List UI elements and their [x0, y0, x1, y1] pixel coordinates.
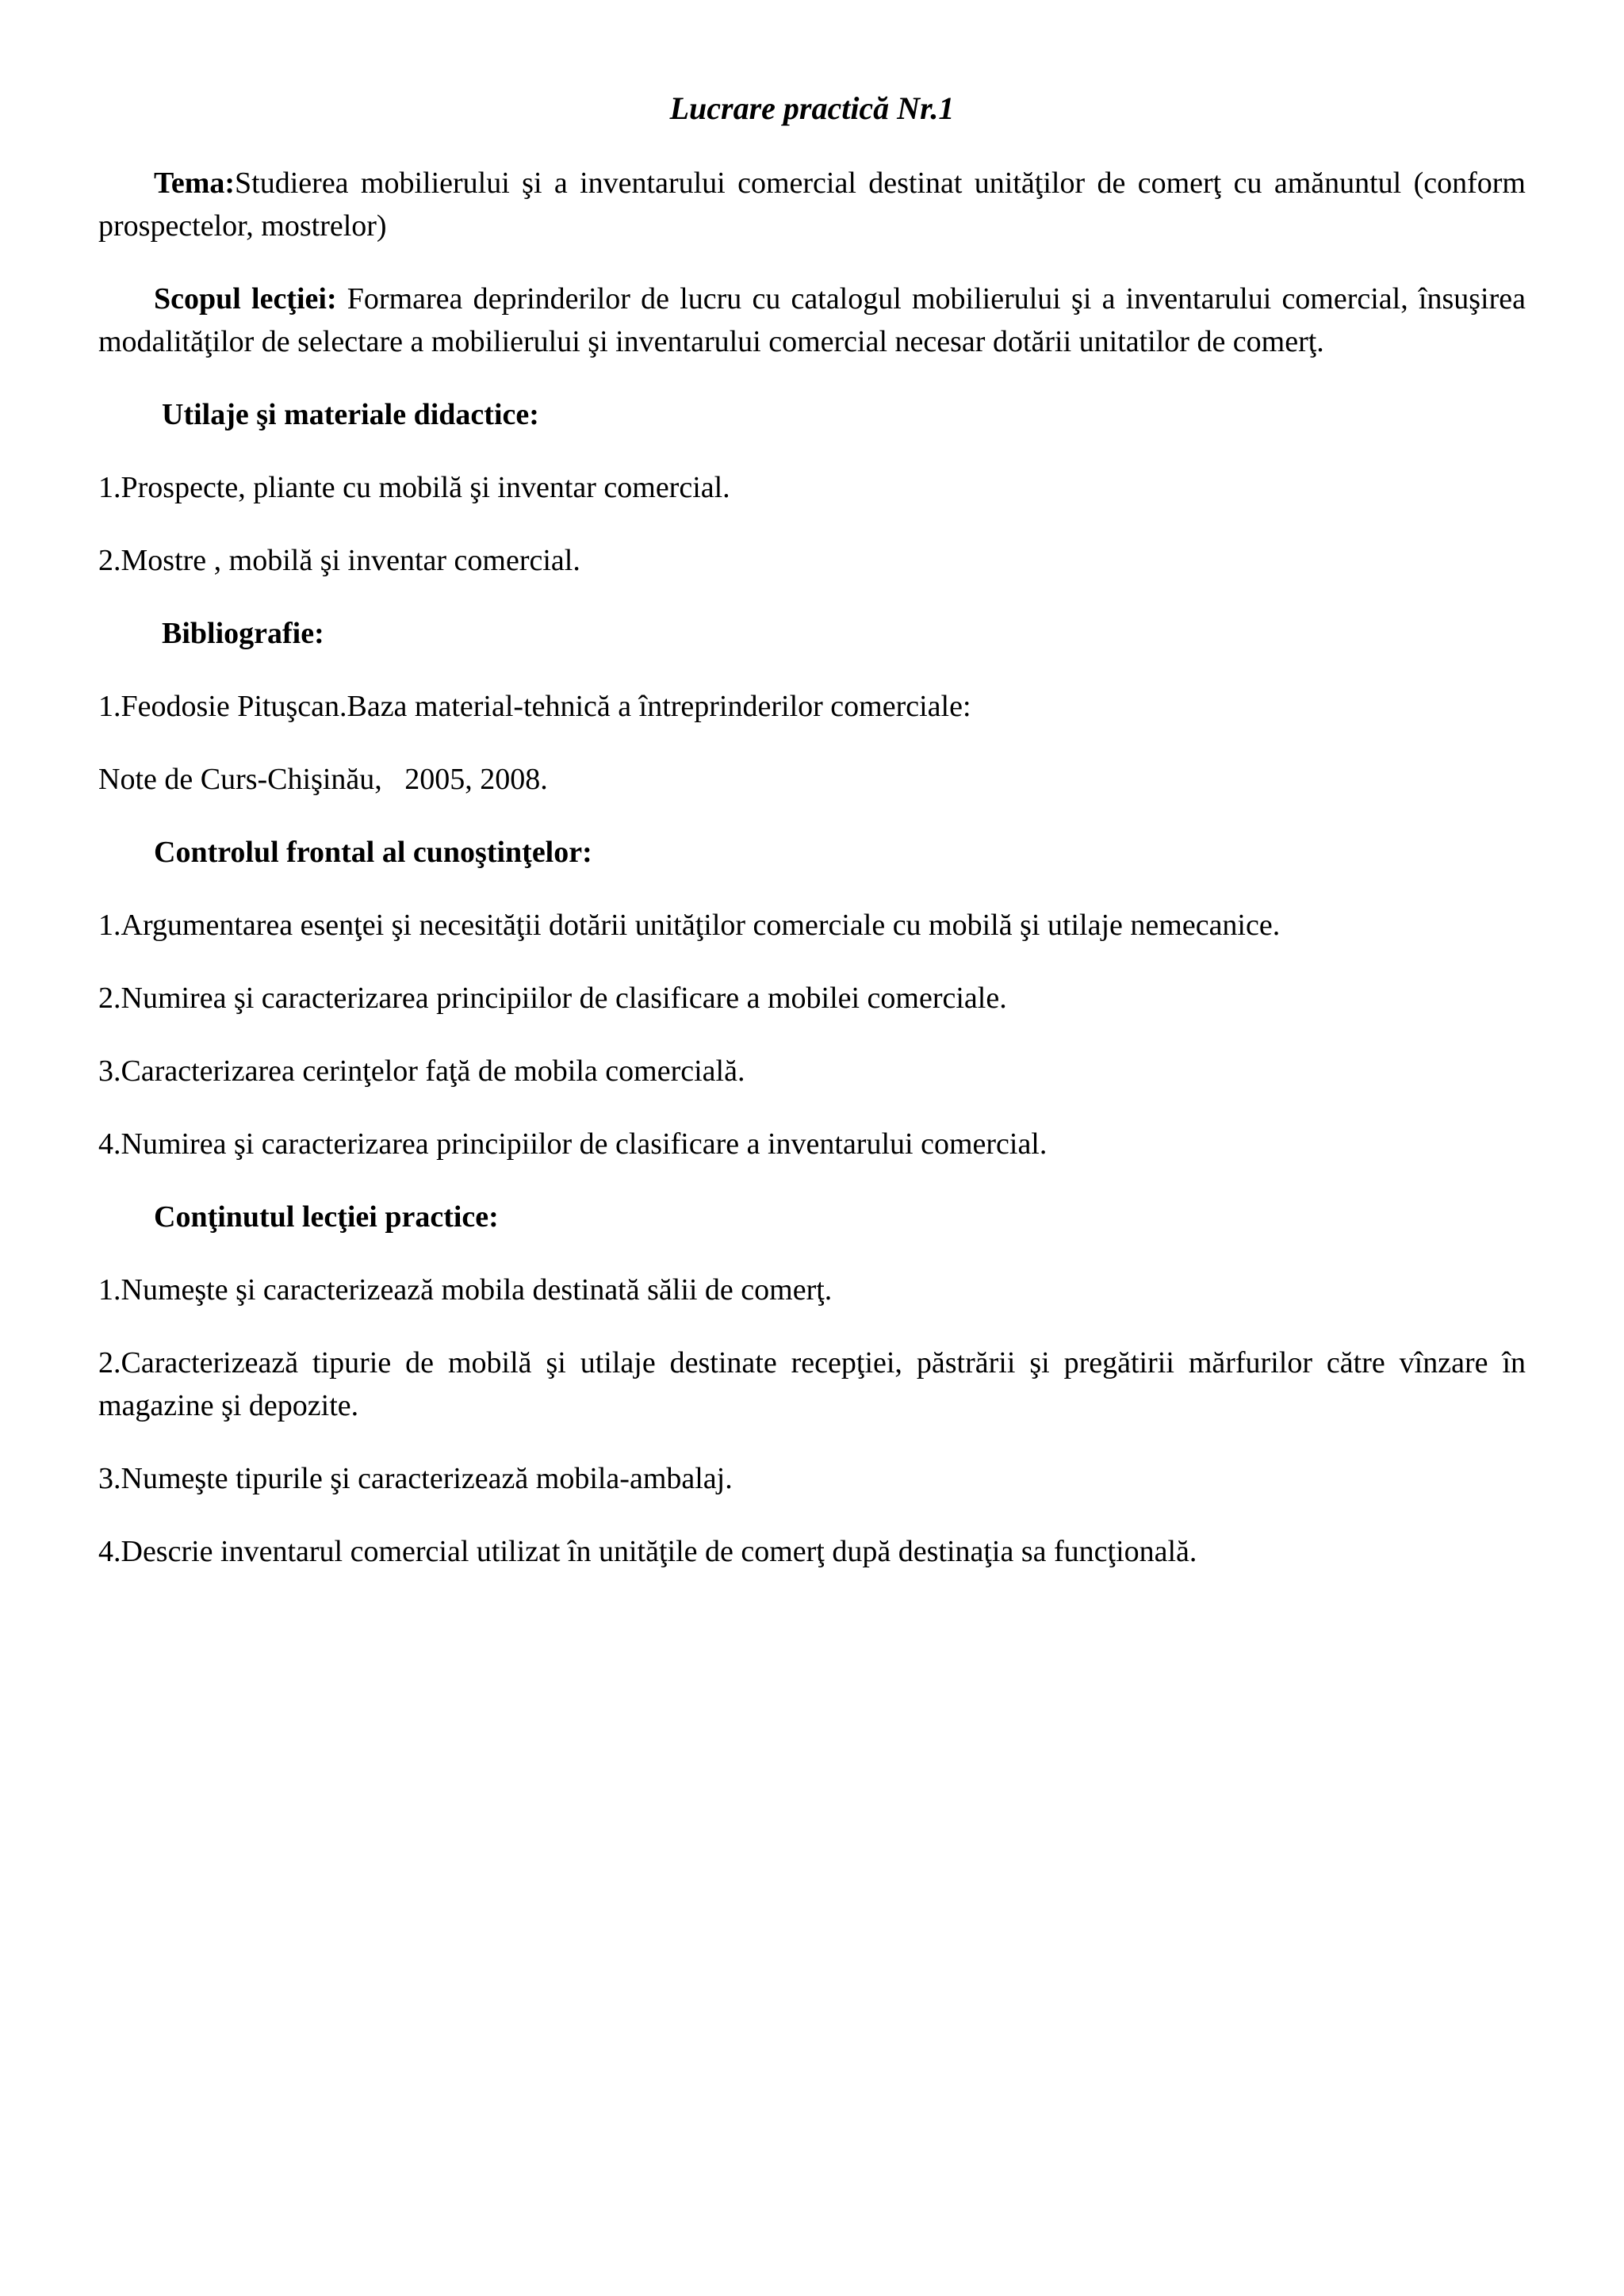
controlul-item-2: 2.Numirea şi caracterizarea principiilor de clasificare a mobilei comerciale. [98, 982, 1007, 1015]
continutul-item-3: 3.Numeşte tipurile şi caracterizează mobila-ambalaj. [98, 1462, 733, 1495]
continutul-item-4: 4.Descrie inventarul comercial utilizat în unităţile de comerţ după destinaţia sa funcţională. [98, 1535, 1197, 1568]
scopul-label: Scopul lecţiei: [154, 282, 337, 316]
bibliografie-item-2: Note de Curs-Chişinău, 2005, 2008. [98, 763, 548, 796]
tema-label: Tema: [154, 166, 236, 200]
controlul-heading: Controlul frontal al cunoştinţelor: [154, 836, 592, 869]
controlul-item-3: 3.Caracterizarea cerinţelor faţă de mobila comercială. [98, 1054, 745, 1088]
scopul-text: Formarea deprinderilor de lucru cu catalogul mobilierului şi a inventarului comercial, însuşirea modalităţilor de selectare a mobilierului şi inventarului comercial necesar dotării unitatilor de comerţ. [98, 282, 1526, 358]
utilaje-item-2: 2.Mostre , mobilă şi inventar comercial. [98, 544, 580, 577]
utilaje-heading: Utilaje şi materiale didactice: [162, 398, 539, 431]
scopul-paragraph [98, 277, 1526, 363]
utilaje-item-1: 1.Prospecte, pliante cu mobilă şi inventar comercial. [98, 471, 730, 504]
document-title: Lucrare practică Nr.1 [669, 90, 955, 126]
bibliografie-item-1: 1.Feodosie Pituşcan.Baza material-tehnică a întreprinderilor comerciale: [98, 690, 971, 723]
tema-text: Studierea mobilierului şi a inventarului comercial destinat unităţilor de comerţ cu amănuntul (conform prospectelor, mostrelor) [98, 166, 1526, 243]
continutul-heading: Conţinutul lecţiei practice: [154, 1200, 499, 1234]
tema-paragraph [98, 162, 1526, 247]
document-page [98, 87, 1526, 1603]
bibliografie-heading: Bibliografie: [162, 617, 324, 650]
continutul-item-2: 2.Caracterizează tipurie de mobilă şi utilaje destinate recepţiei, păstrării şi pregătirii mărfurilor către vînzare în magazine şi depozite. [98, 1346, 1526, 1422]
controlul-item-1: 1.Argumentarea esenţei şi necesităţii dotării unităţilor comerciale cu mobilă şi utilaje nemecanice. [98, 909, 1281, 942]
controlul-item-4: 4.Numirea şi caracterizarea principiilor de clasificare a inventarului comercial. [98, 1127, 1048, 1161]
continutul-item-1: 1.Numeşte şi caracterizează mobila destinată sălii de comerţ. [98, 1273, 833, 1307]
